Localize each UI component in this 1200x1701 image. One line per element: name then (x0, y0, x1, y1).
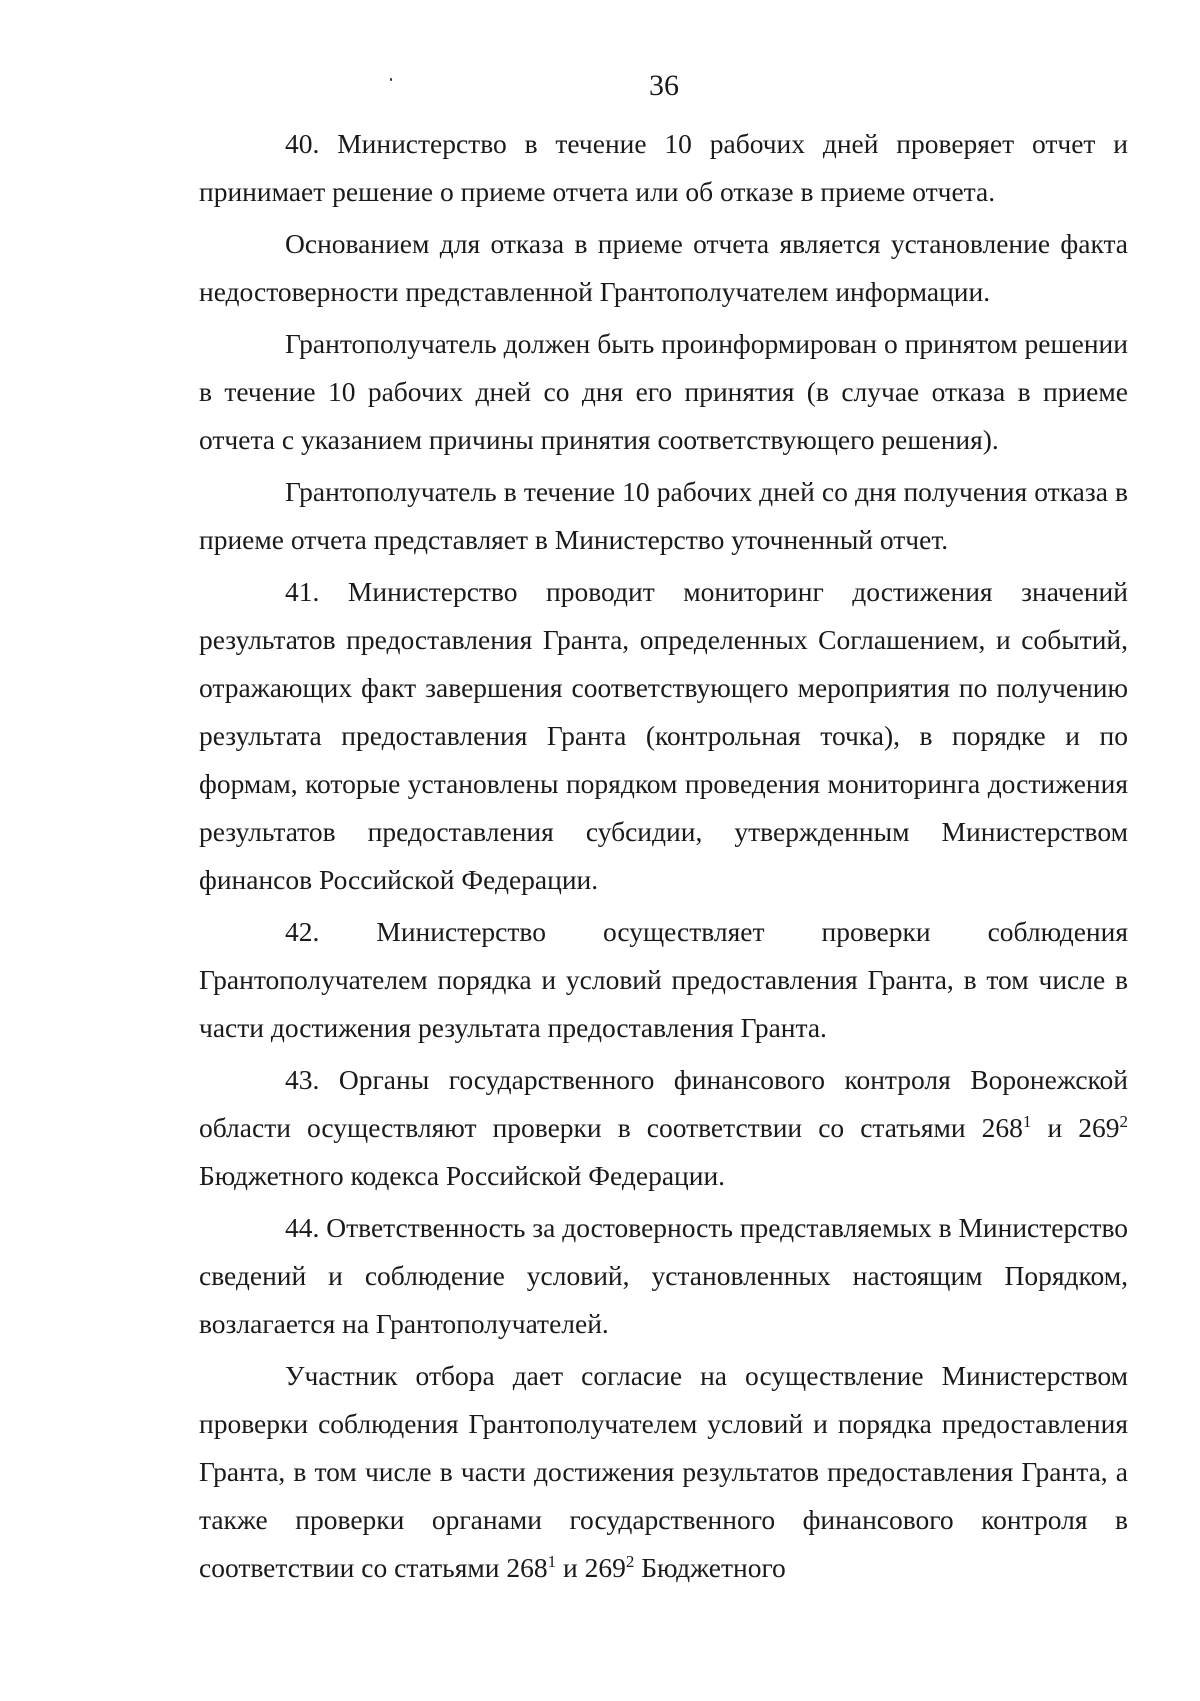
article-268-superscript: 1 (547, 1551, 557, 1571)
article-269-superscript: 2 (1119, 1111, 1128, 1131)
paragraph-refusal-grounds: Основанием для отказа в приеме отчета является установление факта недостоверности представленной Грантополучателем информации. (199, 228, 1128, 307)
paragraph-consent-text-end: Бюджетного (634, 1552, 786, 1583)
document-body (199, 120, 1128, 1596)
paragraph-41: 41. Министерство проводит мониторинг достижения значений результатов предоставления Гранта, определенных Соглашением, и событий, отражающих факт завершения соответствующего мероприятия по получению результата предоставления Гранта (контрольная точка), в порядке и по формам, которые установлены порядком проведения мониторинга достижения результатов предоставления субсидии, утвержденным Министерством финансов Российской Федерации. (199, 576, 1128, 895)
article-269-superscript: 2 (625, 1551, 635, 1571)
paragraph-43-text-end: Бюджетного кодекса Российской Федерации. (199, 1160, 726, 1191)
paragraph-43-text-mid: и 269 (1031, 1112, 1120, 1143)
paragraph-consent-text-start: Участник отбора дает согласие на осуществление Министерством проверки соблюдения Грантополучателем условий и порядка предоставления Гранта, в том числе в части достижения результатов предоставления Гранта, а также проверки органами государственного финансового контроля в соответствии со статьями 268 (199, 1360, 1128, 1583)
paragraph-42: 42. Министерство осуществляет проверки соблюдения Грантополучателем порядка и условий предоставления Гранта, в том числе в части достижения результата предоставления Гранта. (199, 916, 1128, 1043)
paragraph-notification: Грантополучатель должен быть проинформирован о принятом решении в течение 10 рабочих дней со дня его принятия (в случае отказа в приеме отчета с указанием причины принятия соответствующего решения). (199, 328, 1128, 455)
paragraph-consent-text-mid: и 269 (556, 1552, 626, 1583)
page-number: 36 (649, 69, 679, 102)
paragraph-consent (199, 1352, 1128, 1592)
paragraph-43-text-start: 43. Органы государственного финансового контроля Воронежской области осуществляют проверки в соответствии со статьями 268 (199, 1064, 1128, 1143)
paragraph-corrected-report: Грантополучатель в течение 10 рабочих дней со дня получения отказа в приеме отчета представляет в Министерство уточненный отчет. (199, 476, 1128, 555)
scan-speck (390, 78, 392, 81)
paragraph-43 (199, 1056, 1128, 1200)
paragraph-40: 40. Министерство в течение 10 рабочих дней проверяет отчет и принимает решение о приеме отчета или об отказе в приеме отчета. (199, 128, 1128, 207)
paragraph-44: 44. Ответственность за достоверность представляемых в Министерство сведений и соблюдение условий, установленных настоящим Порядком, возлагается на Грантополучателей. (199, 1212, 1129, 1339)
article-268-superscript: 1 (1022, 1111, 1032, 1131)
